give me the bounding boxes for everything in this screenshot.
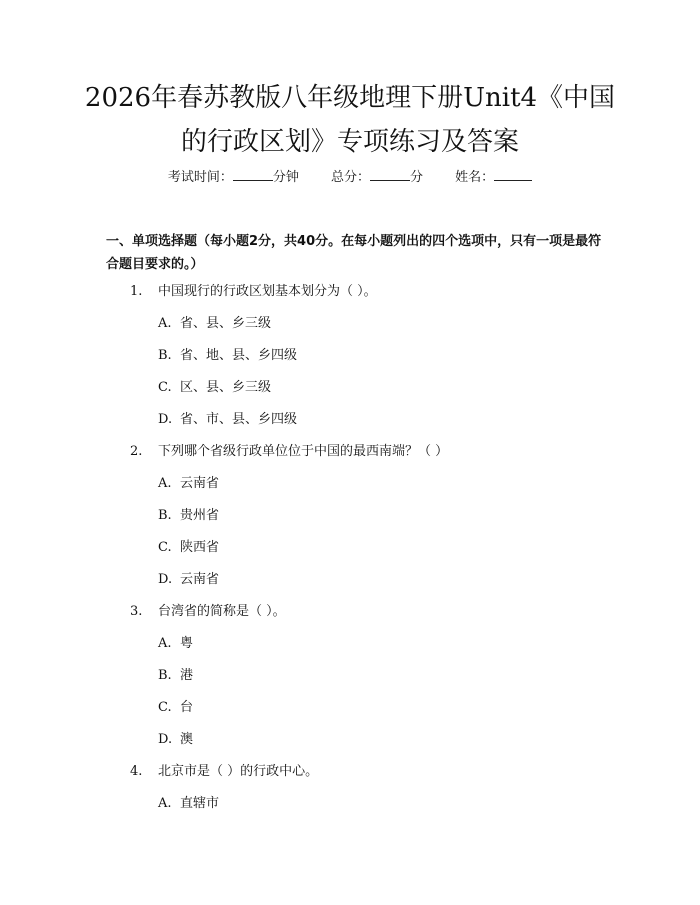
option-text: 台	[180, 700, 194, 715]
question-2	[130, 442, 600, 462]
option-text: 省、地、县、乡四级	[180, 348, 298, 363]
score-label: 总分：	[330, 170, 370, 185]
option-4a[interactable]	[158, 794, 598, 814]
name-blank[interactable]	[494, 166, 532, 181]
option-3a[interactable]	[158, 634, 598, 654]
option-text: 省、市、县、乡四级	[180, 412, 298, 427]
option-letter: A.	[158, 316, 172, 331]
option-2b[interactable]	[158, 506, 598, 526]
option-letter: C.	[158, 700, 172, 715]
option-3d[interactable]	[158, 730, 598, 750]
question-3	[130, 602, 600, 622]
option-2a[interactable]	[158, 474, 598, 494]
question-text: 中国现行的行政区划基本划分为（ ）。	[158, 284, 377, 299]
option-2d[interactable]	[158, 570, 598, 590]
name-label: 姓名：	[455, 170, 495, 185]
question-number: 3.	[130, 604, 143, 619]
option-text: 区、县、乡三级	[180, 380, 272, 395]
option-1d[interactable]	[158, 410, 598, 430]
option-letter: C.	[158, 380, 172, 395]
option-text: 云南省	[180, 572, 220, 587]
section-heading: 一、单项选择题（每小题2分，共40分。在每小题列出的四个选项中，只有一项是最符合题目要求的。）	[106, 234, 602, 272]
question-text: 北京市是（ ）的行政中心。	[158, 764, 319, 779]
option-letter: A.	[158, 636, 172, 651]
score-blank[interactable]	[370, 166, 410, 181]
option-text: 粤	[180, 636, 194, 651]
option-letter: B.	[158, 668, 172, 683]
exam-meta	[0, 166, 700, 189]
option-1c[interactable]	[158, 378, 598, 398]
option-text: 省、县、乡三级	[180, 316, 272, 331]
question-number: 1.	[130, 284, 143, 299]
time-blank[interactable]	[233, 166, 273, 181]
option-3b[interactable]	[158, 666, 598, 686]
option-text: 港	[180, 668, 194, 683]
option-2c[interactable]	[158, 538, 598, 558]
option-letter: D.	[158, 412, 173, 427]
option-letter: B.	[158, 348, 172, 363]
option-letter: D.	[158, 572, 173, 587]
question-4	[130, 762, 600, 782]
option-letter: D.	[158, 732, 173, 747]
time-unit: 分钟	[272, 170, 299, 185]
question-number: 2.	[130, 444, 143, 459]
question-text: 台湾省的简称是（ ）。	[158, 604, 286, 619]
exam-time	[168, 166, 299, 189]
option-letter: A.	[158, 476, 172, 491]
question-text: 下列哪个省级行政单位位于中国的最西南端？（ ）	[158, 444, 449, 459]
option-1b[interactable]	[158, 346, 598, 366]
option-text: 云南省	[180, 476, 220, 491]
option-text: 贵州省	[180, 508, 220, 523]
time-label: 考试时间：	[167, 170, 233, 185]
option-text: 澳	[180, 732, 194, 747]
option-text: 直辖市	[180, 796, 220, 811]
page-title: 2026年春苏教版八年级地理下册Unit4《中国的行政区划》专项练习及答案	[84, 83, 616, 157]
exam-score	[331, 166, 423, 189]
option-3c[interactable]	[158, 698, 598, 718]
exam-name	[455, 166, 532, 189]
option-text: 陕西省	[180, 540, 220, 555]
option-1a[interactable]	[158, 314, 598, 334]
score-unit: 分	[410, 170, 424, 185]
option-letter: B.	[158, 508, 172, 523]
question-number: 4.	[130, 764, 143, 779]
question-1	[130, 282, 600, 302]
option-letter: C.	[158, 540, 172, 555]
option-letter: A.	[158, 796, 172, 811]
